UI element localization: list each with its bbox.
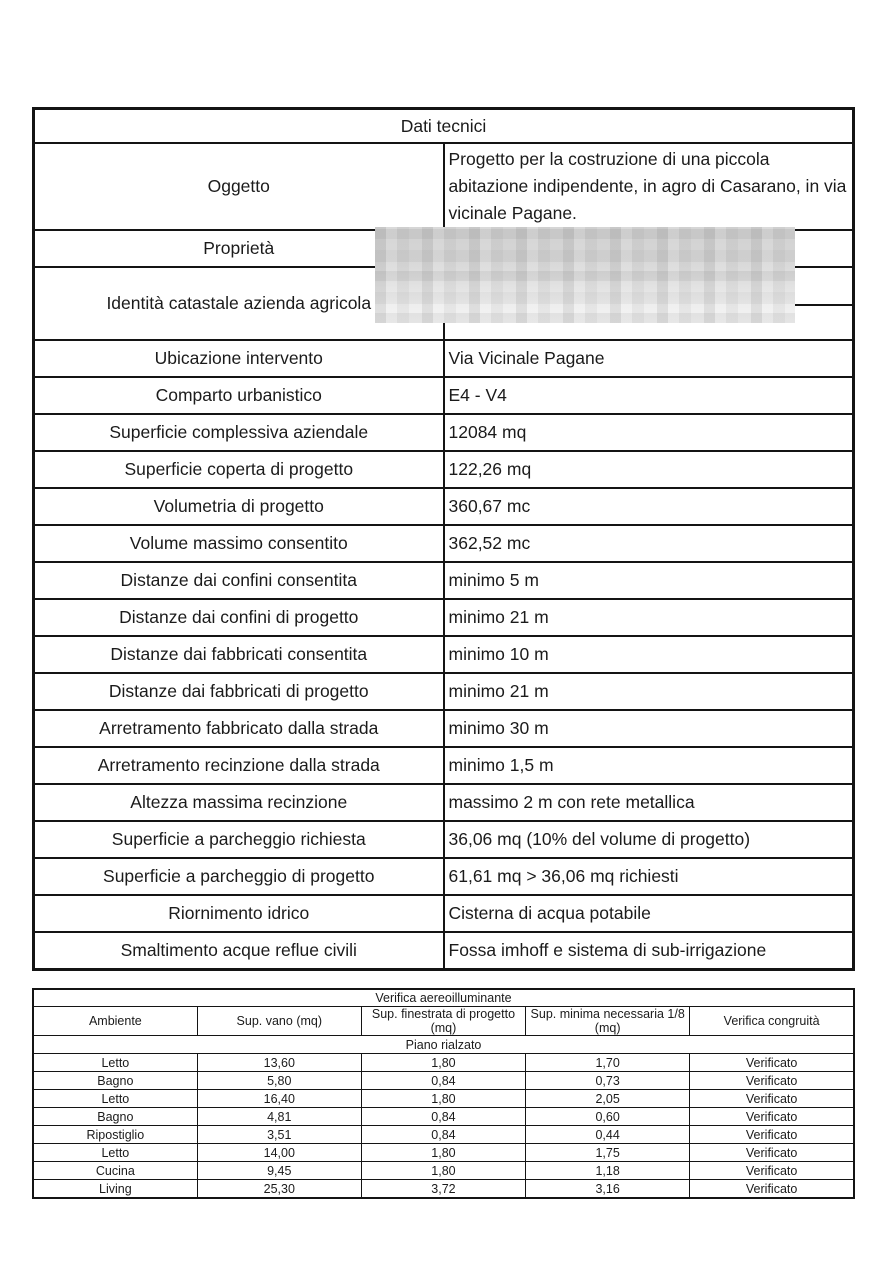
row-value: Progetto per la costruzione di una piccola abitazione indipendente, in agro di Casarano, in via vicinale Pagane. — [444, 143, 854, 230]
row-value: minimo 10 m — [444, 636, 854, 673]
value-cell: 0,44 — [526, 1126, 690, 1144]
value-cell: 3,72 — [361, 1180, 525, 1199]
ambiente-cell: Bagno — [33, 1108, 197, 1126]
table-row — [34, 525, 854, 562]
table-title-row — [33, 989, 854, 1007]
row-label: Volumetria di progetto — [34, 488, 444, 525]
ambiente-cell: Letto — [33, 1090, 197, 1108]
row-value: minimo 21 m — [444, 599, 854, 636]
row-label: Volume massimo consentito — [34, 525, 444, 562]
ambiente-cell: Letto — [33, 1144, 197, 1162]
verifica-body — [33, 1054, 854, 1199]
value-cell: 1,80 — [361, 1090, 525, 1108]
table-row — [33, 1126, 854, 1144]
row-label: Distanze dai confini di progetto — [34, 599, 444, 636]
table-row — [34, 340, 854, 377]
row-label: Distanze dai confini consentita — [34, 562, 444, 599]
table-row — [33, 1054, 854, 1072]
value-cell: 0,84 — [361, 1126, 525, 1144]
row-label: Superficie coperta di progetto — [34, 451, 444, 488]
column-header: Verifica congruità — [690, 1007, 854, 1036]
row-label: Superficie complessiva aziendale — [34, 414, 444, 451]
value-cell: 0,84 — [361, 1072, 525, 1090]
table-row — [34, 143, 854, 230]
row-value: Via Vicinale Pagane — [444, 340, 854, 377]
verifica-cell: Verificato — [690, 1090, 854, 1108]
table-row — [34, 710, 854, 747]
table-row — [34, 451, 854, 488]
row-label: Altezza massima recinzione — [34, 784, 444, 821]
table-row — [33, 1090, 854, 1108]
value-cell: 1,80 — [361, 1162, 525, 1180]
table-row — [34, 858, 854, 895]
table-row — [33, 1180, 854, 1199]
row-value: minimo 30 m — [444, 710, 854, 747]
ambiente-cell: Living — [33, 1180, 197, 1199]
row-value: 12084 mq — [444, 414, 854, 451]
column-header: Ambiente — [33, 1007, 197, 1036]
section-row — [33, 1036, 854, 1054]
value-cell: 13,60 — [197, 1054, 361, 1072]
verifica-cell: Verificato — [690, 1180, 854, 1199]
piano-rialzato-section-label: Piano rialzato — [33, 1036, 854, 1054]
row-label: Identità catastale azienda agricola — [34, 267, 444, 340]
table-row — [34, 895, 854, 932]
row-label: Arretramento recinzione dalla strada — [34, 747, 444, 784]
row-value: minimo 1,5 m — [444, 747, 854, 784]
verifica-section — [32, 988, 855, 1199]
table-row — [33, 1162, 854, 1180]
row-label: Proprietà — [34, 230, 444, 267]
table-row — [33, 1072, 854, 1090]
row-value: 362,52 mc — [444, 525, 854, 562]
value-cell: 1,70 — [526, 1054, 690, 1072]
redaction-blur-block — [375, 227, 795, 323]
value-cell: 2,05 — [526, 1090, 690, 1108]
dati-tecnici-section — [32, 107, 855, 971]
table-row — [34, 377, 854, 414]
verifica-cell: Verificato — [690, 1144, 854, 1162]
value-cell: 3,51 — [197, 1126, 361, 1144]
table-row — [33, 1108, 854, 1126]
row-value: massimo 2 m con rete metallica — [444, 784, 854, 821]
row-value: 122,26 mq — [444, 451, 854, 488]
verifica-cell: Verificato — [690, 1108, 854, 1126]
row-value: 61,61 mq > 36,06 mq richiesti — [444, 858, 854, 895]
dati-tecnici-title: Dati tecnici — [34, 109, 854, 144]
column-header: Sup. vano (mq) — [197, 1007, 361, 1036]
verifica-cell: Verificato — [690, 1072, 854, 1090]
ambiente-cell: Letto — [33, 1054, 197, 1072]
table-row — [34, 784, 854, 821]
row-label: Comparto urbanistico — [34, 377, 444, 414]
row-label: Distanze dai fabbricati consentita — [34, 636, 444, 673]
row-value: 360,67 mc — [444, 488, 854, 525]
row-label: Superficie a parcheggio di progetto — [34, 858, 444, 895]
column-header: Sup. finestrata di progetto (mq) — [361, 1007, 525, 1036]
table-row — [34, 932, 854, 970]
value-cell: 1,75 — [526, 1144, 690, 1162]
verifica-title: Verifica aereoilluminante — [33, 989, 854, 1007]
row-value: Fossa imhoff e sistema di sub-irrigazione — [444, 932, 854, 970]
verifica-table — [32, 988, 855, 1199]
row-value: 36,06 mq (10% del volume di progetto) — [444, 821, 854, 858]
value-cell: 9,45 — [197, 1162, 361, 1180]
table-row — [34, 599, 854, 636]
table-row — [34, 636, 854, 673]
row-label: Ubicazione intervento — [34, 340, 444, 377]
value-cell: 1,80 — [361, 1144, 525, 1162]
value-cell: 0,73 — [526, 1072, 690, 1090]
row-value: Cisterna di acqua potabile — [444, 895, 854, 932]
table-row — [34, 673, 854, 710]
row-label: Riornimento idrico — [34, 895, 444, 932]
column-header: Sup. minima necessaria 1/8 (mq) — [526, 1007, 690, 1036]
value-cell: 16,40 — [197, 1090, 361, 1108]
row-value: minimo 21 m — [444, 673, 854, 710]
row-label: Distanze dai fabbricati di progetto — [34, 673, 444, 710]
table-row — [34, 488, 854, 525]
verifica-cell: Verificato — [690, 1126, 854, 1144]
value-cell: 25,30 — [197, 1180, 361, 1199]
row-label: Smaltimento acque reflue civili — [34, 932, 444, 970]
table-row — [34, 414, 854, 451]
row-value: E4 - V4 — [444, 377, 854, 414]
ambiente-cell: Ripostiglio — [33, 1126, 197, 1144]
value-cell: 0,60 — [526, 1108, 690, 1126]
row-label: Oggetto — [34, 143, 444, 230]
value-cell: 4,81 — [197, 1108, 361, 1126]
value-cell: 14,00 — [197, 1144, 361, 1162]
column-header-row — [33, 1007, 854, 1036]
table-row — [33, 1144, 854, 1162]
table-row — [34, 562, 854, 599]
table-title-row — [34, 109, 854, 144]
table-row — [34, 747, 854, 784]
value-cell: 0,84 — [361, 1108, 525, 1126]
value-cell: 1,18 — [526, 1162, 690, 1180]
value-cell: 3,16 — [526, 1180, 690, 1199]
ambiente-cell: Cucina — [33, 1162, 197, 1180]
row-label: Superficie a parcheggio richiesta — [34, 821, 444, 858]
ambiente-cell: Bagno — [33, 1072, 197, 1090]
row-label: Arretramento fabbricato dalla strada — [34, 710, 444, 747]
row-value: minimo 5 m — [444, 562, 854, 599]
verifica-cell: Verificato — [690, 1162, 854, 1180]
table-row — [34, 821, 854, 858]
value-cell: 1,80 — [361, 1054, 525, 1072]
verifica-head — [33, 989, 854, 1054]
value-cell: 5,80 — [197, 1072, 361, 1090]
verifica-cell: Verificato — [690, 1054, 854, 1072]
